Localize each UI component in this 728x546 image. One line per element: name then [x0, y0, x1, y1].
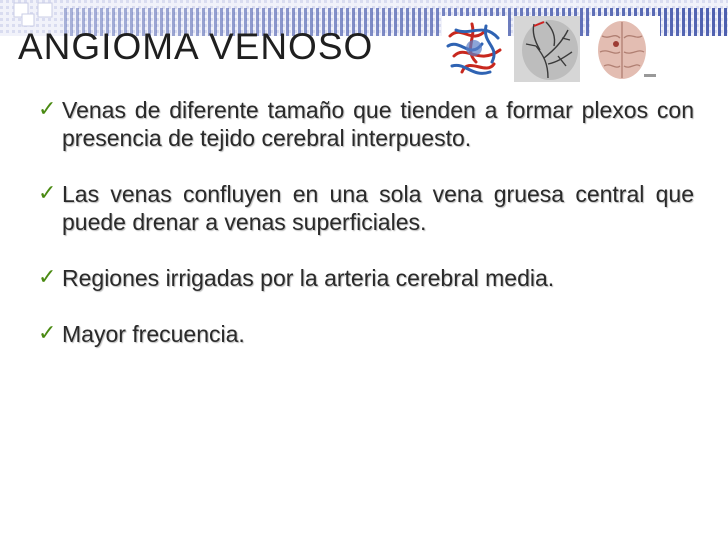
bullet-text: Mayor frecuencia.	[62, 321, 245, 347]
bullet-text: Venas de diferente tamaño que tienden a formar plexos con presencia de tejido cerebral interpuesto.	[62, 97, 694, 151]
vascular-illustration	[442, 16, 508, 82]
brain-specimen-photo	[590, 16, 660, 82]
slide-title: ANGIOMA VENOSO	[18, 26, 374, 67]
bullet-item	[38, 180, 694, 236]
checkmark-icon: ✓	[38, 181, 57, 206]
bullet-text: Regiones irrigadas por la arteria cerebral media.	[62, 265, 555, 291]
bullet-text: Las venas confluyen en una sola vena gruesa central que puede drenar a venas superficiales.	[62, 181, 694, 235]
bullet-list	[38, 96, 694, 376]
bullet-item	[38, 96, 694, 152]
bullet-item	[38, 264, 694, 292]
checkmark-icon: ✓	[38, 321, 57, 346]
checkmark-icon: ✓	[38, 265, 57, 290]
angiography-image	[514, 16, 580, 82]
checkmark-icon: ✓	[38, 97, 57, 122]
bullet-item	[38, 320, 694, 348]
